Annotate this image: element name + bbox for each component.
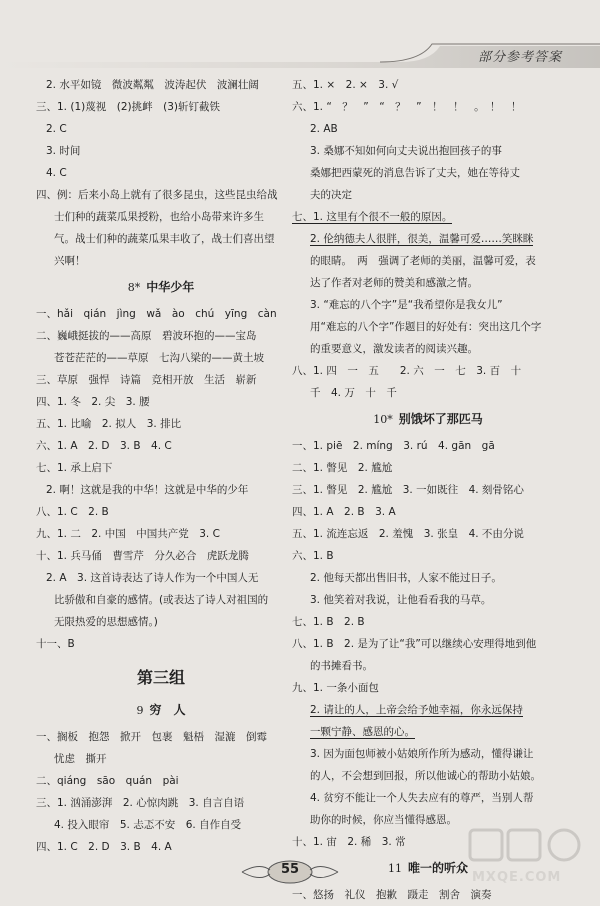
answer-line: 一、1. piē 2. míng 3. rú 4. gān gā	[292, 440, 495, 452]
lesson-11-name: 唯一的听众	[407, 861, 468, 875]
answer-line: 3. 因为面包师被小姑娘所作所为感动，懂得谦让	[310, 748, 534, 760]
answer-line: 助你的时候，你应当懂得感恩。	[310, 814, 457, 826]
answer-line: 五、1. × 2. × 3. √	[292, 79, 399, 91]
answer-line: 士们种的蔬菜瓜果授粉，也给小岛带来许多生	[54, 211, 264, 223]
answer-line: 一、hǎi qián jìng wǎ ào chú yīng càn	[36, 308, 277, 320]
lesson-10-name: 别饿坏了那匹马	[398, 412, 483, 426]
answer-line: 二、1. 瞥见 2. 尴尬	[292, 462, 393, 474]
lesson-10-number: 10*	[373, 413, 393, 426]
answer-line: 三、1. (1)蔑视 (2)挑衅 (3)斩钉截铁	[36, 101, 220, 113]
answer-line: 的重要意义，激发读者的阅读兴趣。	[310, 343, 478, 355]
answer-line: 2. 水平如镜 微波粼粼 波涛起伏 波澜壮阔	[46, 79, 259, 91]
answer-line: 桑娜把西蒙死的消息告诉了丈夫，她在等待丈	[310, 167, 520, 179]
answer-line	[292, 228, 564, 250]
lesson-8-number: 8*	[127, 281, 141, 294]
answer-line: 2. 他每天都出售旧书，人家不能过日子。	[310, 572, 502, 584]
answer-line: 八、1. C 2. B	[36, 506, 109, 518]
answer-line: 三、1. 瞥见 2. 尴尬 3. 一如既往 4. 刻骨铭心	[292, 484, 524, 496]
answer-line: 三、草原 强悍 诗篇 竞相开放 生活 崭新	[36, 374, 257, 386]
answer-line: 四、1. C 2. D 3. B 4. A	[36, 841, 172, 853]
answer-line: 2. AB	[310, 123, 338, 135]
answer-line: 2. 啊！这就是我的中华！这就是中华的少年	[46, 484, 249, 496]
lesson-11-number: 11	[387, 862, 402, 875]
page-number: 55	[280, 862, 300, 877]
answer-line: 十、1. 兵马俑 曹雪芹 分久必合 虎跃龙腾	[36, 550, 249, 562]
answer-line: 一、搁板 抱怨 掀开 包裹 魁梧 湿漉 倒霉	[36, 731, 267, 743]
answer-line	[292, 721, 564, 743]
answer-line: 十一、B	[36, 638, 75, 650]
answer-line: 四、1. 冬 2. 尖 3. 腰	[36, 396, 150, 408]
answer-line: 五、1. 流连忘返 2. 羞愧 3. 张皇 4. 不由分说	[292, 528, 524, 540]
answer-line: 兴啊！	[54, 255, 86, 267]
answer-line: 的人，不会想到回报，所以他诚心的帮助小姑娘。	[310, 770, 541, 782]
lesson-9-number: 9	[136, 704, 144, 717]
answer-line: 六、1. A 2. D 3. B 4. C	[36, 440, 172, 452]
group-title: 第三组	[136, 668, 185, 687]
lesson-8-title	[36, 272, 286, 303]
answer-line: 四、1. A 2. B 3. A	[292, 506, 396, 518]
answer-line: 2. C	[46, 123, 67, 135]
answer-line: 比骄傲和自豪的感情。(或表达了诗人对祖国的	[54, 594, 269, 606]
answer-line: 五、1. 比喻 2. 拟人 3. 排比	[36, 418, 182, 430]
answer-line: 十、1. 宙 2. 稀 3. 常	[292, 836, 406, 848]
answer-line: 苍苍茫茫的——草原 七沟八梁的——黄土坡	[54, 352, 264, 364]
answer-line: 3. 他笑着对我说，让他看看我的马草。	[310, 594, 492, 606]
lesson-10-title	[292, 404, 564, 435]
answer-line: 3. “难忘的八个字”是“我希望你是我女儿”	[310, 299, 503, 311]
lesson-8-name: 中华少年	[146, 280, 195, 294]
answer-line: 的书摊看书。	[310, 660, 373, 672]
answer-line: 忧虑 撕开	[54, 753, 107, 765]
answer-line: 一、悠扬 礼仪 抱歉 蹑走 割舍 演奏	[292, 889, 492, 901]
answer-line: 二、巍峨挺拔的——高原 碧波环抱的——宝岛	[36, 330, 257, 342]
answer-line: 4. 贫穷不能让一个人失去应有的尊严，当别人帮	[310, 792, 534, 804]
answer-line: 六、1. “ ？ ” “ ？ ” ！ ！ 。 ！ ！	[292, 101, 522, 113]
lesson-9-title	[36, 695, 286, 726]
answer-line: 九、1. 一条小面包	[292, 682, 379, 694]
answer-line: 千 4. 万 十 千	[310, 387, 397, 399]
answer-line: 二、qiáng sāo quán pài	[36, 775, 179, 787]
right-column	[292, 74, 564, 906]
underlined-answer: 一颗宁静、感恩的心。	[310, 726, 415, 738]
answer-line: 无限热爱的思想感情。)	[54, 616, 158, 628]
header-title: 部分参考答案	[477, 50, 562, 65]
answer-line: 八、1. 四 一 五 2. 六 一 七 3. 百 十	[292, 365, 522, 377]
answer-line: 3. 桑娜不知如何向丈夫说出抱回孩子的事	[310, 145, 502, 157]
lesson-9-name: 穷 人	[149, 703, 186, 717]
answer-line: 三、1. 汹涌澎湃 2. 心惊肉跳 3. 自言自语	[36, 797, 245, 809]
answer-line: 六、1. B	[292, 550, 334, 562]
answer-line	[292, 206, 564, 228]
answer-line: 夫的决定	[310, 189, 352, 201]
answer-line: 八、1. B 2. 是为了让“我”可以继续心安理得地到他	[292, 638, 537, 650]
answer-line: 4. 投入眼帘 5. 忐忑不安 6. 自作自受	[54, 819, 242, 831]
answer-line: 用“难忘的八个字”作题目的好处有：突出这几个字	[310, 321, 542, 333]
answer-line: 达了作者对老师的赞美和感激之情。	[310, 277, 478, 289]
underlined-answer: 2. 伦纳德夫人很胖，很美，温馨可爱……笑眯眯	[310, 233, 534, 245]
answer-line: 2. A 3. 这首诗表达了诗人作为一个中国人无	[46, 572, 259, 584]
underlined-answer: 2. 请让的人，上帝会给予她幸福，你永远保持	[310, 704, 523, 716]
underlined-answer: 七、1. 这里有个很不一般的原因。	[292, 211, 453, 223]
answer-line: 七、1. B 2. B	[292, 616, 365, 628]
answer-line: 3. 时间	[46, 145, 81, 157]
answer-line: 4. C	[46, 167, 67, 179]
answer-line: 的眼睛。 两 强调了老师的美丽，温馨可爱，表	[310, 255, 536, 267]
watermark-text: MXQE.COM	[472, 870, 562, 885]
answer-line: 七、1. 承上启下	[36, 462, 113, 474]
left-column	[36, 74, 286, 858]
answer-line: 四、例：后来小岛上就有了很多昆虫，这些昆虫给战	[36, 189, 278, 201]
answer-line: 气。战士们种的蔬菜瓜果丰收了，战士们喜出望	[54, 233, 275, 245]
answer-line: 九、1. 二 2. 中国 中国共产党 3. C	[36, 528, 220, 540]
answer-line	[292, 699, 564, 721]
